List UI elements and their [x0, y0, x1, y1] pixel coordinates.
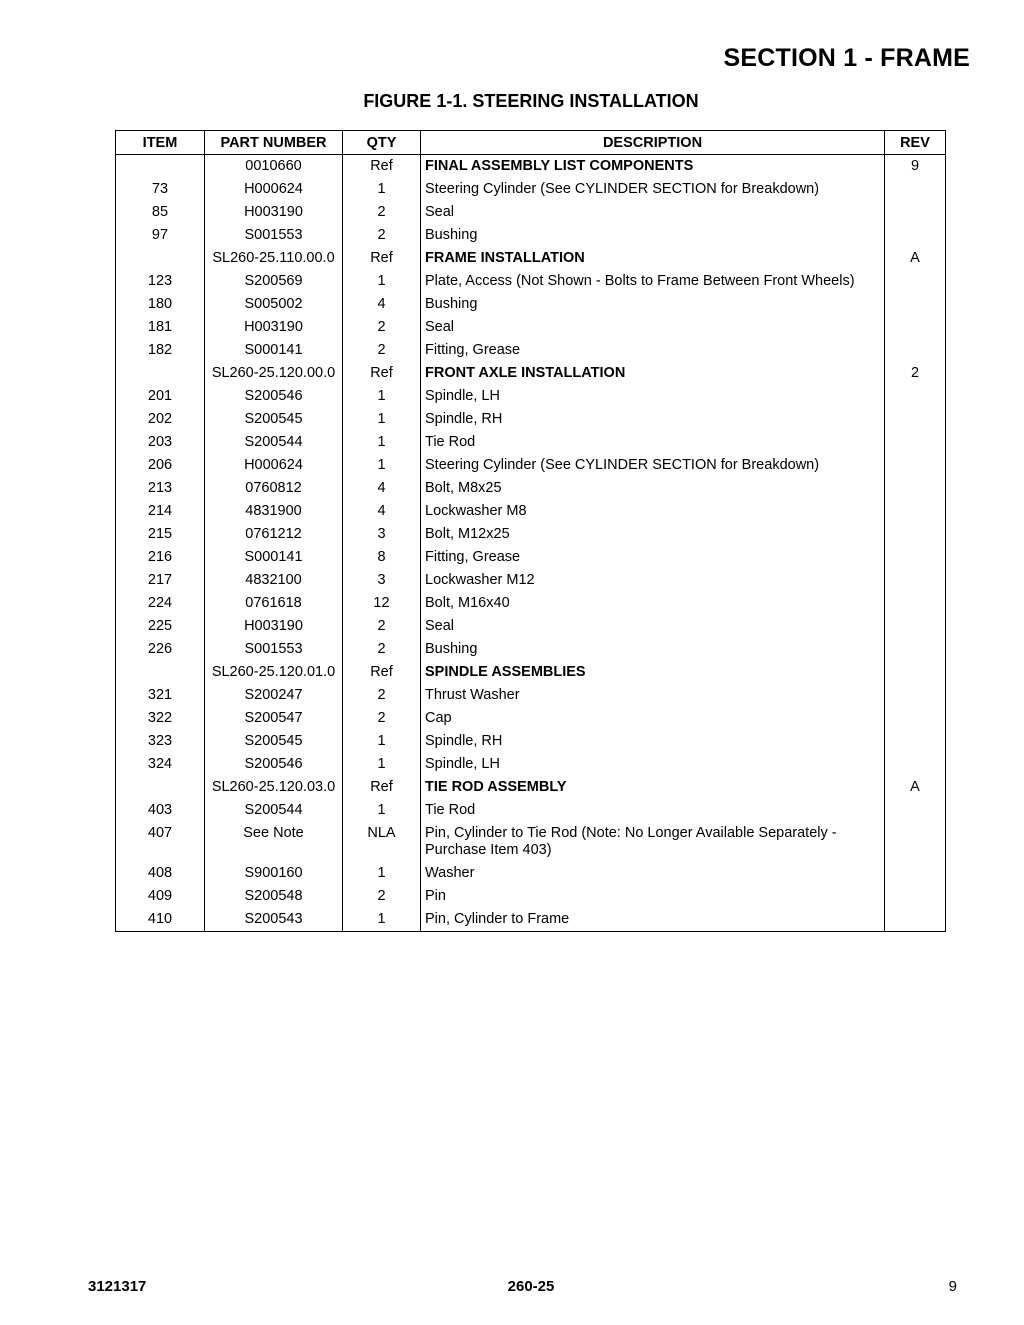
cell-rev [885, 592, 946, 615]
cell-description: Pin [421, 885, 885, 908]
table-row [116, 500, 946, 523]
cell-part-number: H000624 [205, 454, 343, 477]
table-row [116, 270, 946, 293]
cell-description: Plate, Access (Not Shown - Bolts to Frame Between Front Wheels) [421, 270, 885, 293]
table-row [116, 707, 946, 730]
column-header-rev: REV [885, 131, 946, 155]
footer-model: 260-25 [507, 1278, 555, 1295]
cell-rev [885, 224, 946, 247]
cell-part-number: S900160 [205, 862, 343, 885]
table-row [116, 454, 946, 477]
table-header-row [116, 131, 946, 155]
cell-item: 214 [116, 500, 205, 523]
cell-part-number: S200544 [205, 431, 343, 454]
cell-item: 215 [116, 523, 205, 546]
cell-rev [885, 908, 946, 932]
cell-item [116, 661, 205, 684]
figure-title: FIGURE 1-1. STEERING INSTALLATION [363, 91, 699, 111]
assembly-header-row [116, 247, 946, 270]
cell-qty: 4 [343, 500, 421, 523]
cell-description: Fitting, Grease [421, 339, 885, 362]
cell-description: Bolt, M16x40 [421, 592, 885, 615]
cell-qty: 1 [343, 454, 421, 477]
cell-rev [885, 431, 946, 454]
cell-item [116, 362, 205, 385]
cell-part-number: S200547 [205, 707, 343, 730]
cell-qty: 1 [343, 385, 421, 408]
cell-item: 224 [116, 592, 205, 615]
cell-qty: 1 [343, 408, 421, 431]
cell-item: 409 [116, 885, 205, 908]
cell-part-number: 0761212 [205, 523, 343, 546]
cell-rev [885, 523, 946, 546]
cell-rev [885, 477, 946, 500]
cell-item: 180 [116, 293, 205, 316]
cell-qty: 2 [343, 316, 421, 339]
cell-rev [885, 385, 946, 408]
cell-part-number: SL260-25.120.03.0 [205, 776, 343, 799]
cell-rev [885, 799, 946, 822]
cell-rev [885, 753, 946, 776]
cell-part-number: H003190 [205, 316, 343, 339]
table-row [116, 431, 946, 454]
cell-rev [885, 293, 946, 316]
cell-rev [885, 454, 946, 477]
cell-description: FRONT AXLE INSTALLATION [421, 362, 885, 385]
cell-description: Lockwasher M12 [421, 569, 885, 592]
cell-description: Seal [421, 201, 885, 224]
cell-rev: A [885, 776, 946, 799]
cell-part-number: 0760812 [205, 477, 343, 500]
cell-item: 85 [116, 201, 205, 224]
cell-description: Lockwasher M8 [421, 500, 885, 523]
cell-rev [885, 500, 946, 523]
cell-part-number: SL260-25.110.00.0 [205, 247, 343, 270]
cell-rev [885, 270, 946, 293]
cell-qty: 4 [343, 293, 421, 316]
cell-part-number: S200545 [205, 730, 343, 753]
cell-rev [885, 822, 946, 862]
cell-part-number: S200546 [205, 385, 343, 408]
cell-item [116, 155, 205, 179]
cell-qty: NLA [343, 822, 421, 862]
cell-rev [885, 408, 946, 431]
cell-qty: Ref [343, 661, 421, 684]
cell-rev [885, 730, 946, 753]
cell-rev [885, 316, 946, 339]
table-row [116, 569, 946, 592]
assembly-header-row [116, 776, 946, 799]
cell-qty: 2 [343, 885, 421, 908]
cell-item: 181 [116, 316, 205, 339]
cell-item: 217 [116, 569, 205, 592]
cell-item: 206 [116, 454, 205, 477]
cell-item: 408 [116, 862, 205, 885]
cell-item: 203 [116, 431, 205, 454]
table-row [116, 477, 946, 500]
cell-qty: 1 [343, 862, 421, 885]
table-row [116, 822, 946, 862]
cell-item: 201 [116, 385, 205, 408]
cell-qty: 4 [343, 477, 421, 500]
table-row [116, 316, 946, 339]
cell-description: TIE ROD ASSEMBLY [421, 776, 885, 799]
cell-part-number: H003190 [205, 615, 343, 638]
cell-description: Spindle, RH [421, 408, 885, 431]
cell-item: 323 [116, 730, 205, 753]
cell-item: 410 [116, 908, 205, 932]
cell-item [116, 247, 205, 270]
cell-part-number: S200569 [205, 270, 343, 293]
column-header-part-number: PART NUMBER [205, 131, 343, 155]
cell-rev [885, 885, 946, 908]
parts-table [115, 130, 946, 932]
table-row [116, 908, 946, 932]
cell-item: 182 [116, 339, 205, 362]
table-row [116, 339, 946, 362]
cell-part-number: SL260-25.120.00.0 [205, 362, 343, 385]
cell-qty: 1 [343, 908, 421, 932]
cell-description: Seal [421, 316, 885, 339]
table-row [116, 546, 946, 569]
cell-description: Bushing [421, 293, 885, 316]
cell-part-number: S200247 [205, 684, 343, 707]
cell-part-number: S001553 [205, 638, 343, 661]
cell-qty: 2 [343, 638, 421, 661]
cell-part-number: S200544 [205, 799, 343, 822]
cell-description: Spindle, LH [421, 753, 885, 776]
cell-description: Spindle, LH [421, 385, 885, 408]
cell-description: Bolt, M12x25 [421, 523, 885, 546]
cell-item: 202 [116, 408, 205, 431]
cell-qty: 2 [343, 201, 421, 224]
cell-description: Cap [421, 707, 885, 730]
cell-item: 324 [116, 753, 205, 776]
column-header-description: DESCRIPTION [421, 131, 885, 155]
table-row [116, 730, 946, 753]
cell-rev [885, 862, 946, 885]
cell-part-number: S200546 [205, 753, 343, 776]
cell-part-number: 0761618 [205, 592, 343, 615]
table-row [116, 684, 946, 707]
cell-description: Fitting, Grease [421, 546, 885, 569]
cell-rev [885, 178, 946, 201]
cell-rev [885, 615, 946, 638]
cell-rev: 9 [885, 155, 946, 179]
table-row [116, 523, 946, 546]
cell-part-number: 0010660 [205, 155, 343, 179]
column-header-qty: QTY [343, 131, 421, 155]
table-row [116, 178, 946, 201]
cell-part-number: S005002 [205, 293, 343, 316]
table-row [116, 201, 946, 224]
table-row [116, 224, 946, 247]
cell-item [116, 776, 205, 799]
cell-description: Tie Rod [421, 431, 885, 454]
cell-description: Bolt, M8x25 [421, 477, 885, 500]
cell-part-number: S000141 [205, 339, 343, 362]
table-row [116, 408, 946, 431]
cell-description: Tie Rod [421, 799, 885, 822]
cell-qty: 2 [343, 615, 421, 638]
cell-rev: 2 [885, 362, 946, 385]
table-row [116, 799, 946, 822]
cell-qty: 1 [343, 753, 421, 776]
cell-rev [885, 569, 946, 592]
cell-part-number: S000141 [205, 546, 343, 569]
assembly-header-row [116, 155, 946, 179]
cell-part-number: See Note [205, 822, 343, 862]
table-row [116, 385, 946, 408]
cell-item: 225 [116, 615, 205, 638]
cell-description: Steering Cylinder (See CYLINDER SECTION for Breakdown) [421, 454, 885, 477]
cell-part-number: H000624 [205, 178, 343, 201]
cell-qty: 8 [343, 546, 421, 569]
cell-description: Bushing [421, 638, 885, 661]
cell-qty: 2 [343, 339, 421, 362]
cell-description: Thrust Washer [421, 684, 885, 707]
column-header-item: ITEM [116, 131, 205, 155]
parts-table-body [116, 155, 946, 932]
cell-description: FRAME INSTALLATION [421, 247, 885, 270]
cell-part-number: 4832100 [205, 569, 343, 592]
section-title: SECTION 1 - FRAME [723, 44, 970, 72]
cell-qty: Ref [343, 155, 421, 179]
cell-description: Pin, Cylinder to Frame [421, 908, 885, 932]
cell-item: 322 [116, 707, 205, 730]
table-row [116, 293, 946, 316]
cell-qty: Ref [343, 776, 421, 799]
cell-rev [885, 546, 946, 569]
cell-item: 403 [116, 799, 205, 822]
cell-description: Bushing [421, 224, 885, 247]
table-row [116, 885, 946, 908]
cell-item: 97 [116, 224, 205, 247]
cell-rev [885, 661, 946, 684]
cell-description: Steering Cylinder (See CYLINDER SECTION for Breakdown) [421, 178, 885, 201]
cell-item: 226 [116, 638, 205, 661]
assembly-header-row [116, 661, 946, 684]
cell-rev [885, 638, 946, 661]
cell-description: SPINDLE ASSEMBLIES [421, 661, 885, 684]
cell-rev [885, 201, 946, 224]
cell-description: FINAL ASSEMBLY LIST COMPONENTS [421, 155, 885, 179]
table-row [116, 592, 946, 615]
cell-qty: Ref [343, 247, 421, 270]
cell-qty: 3 [343, 569, 421, 592]
cell-qty: 2 [343, 224, 421, 247]
footer-doc-number: 3121317 [88, 1278, 147, 1295]
cell-part-number: S001553 [205, 224, 343, 247]
cell-item: 123 [116, 270, 205, 293]
cell-description: Seal [421, 615, 885, 638]
cell-qty: 12 [343, 592, 421, 615]
table-row [116, 753, 946, 776]
cell-part-number: H003190 [205, 201, 343, 224]
cell-part-number: SL260-25.120.01.0 [205, 661, 343, 684]
cell-description: Pin, Cylinder to Tie Rod (Note: No Longer Available Separately - Purchase Item 403) [421, 822, 885, 862]
cell-rev [885, 684, 946, 707]
cell-description: Washer [421, 862, 885, 885]
footer-page-number: 9 [948, 1278, 957, 1295]
cell-part-number: S200545 [205, 408, 343, 431]
cell-qty: 2 [343, 684, 421, 707]
cell-qty: 1 [343, 431, 421, 454]
cell-rev [885, 339, 946, 362]
cell-part-number: S200543 [205, 908, 343, 932]
cell-part-number: S200548 [205, 885, 343, 908]
cell-item: 321 [116, 684, 205, 707]
assembly-header-row [116, 362, 946, 385]
table-row [116, 862, 946, 885]
cell-item: 73 [116, 178, 205, 201]
cell-rev: A [885, 247, 946, 270]
table-row [116, 638, 946, 661]
table-row [116, 615, 946, 638]
cell-qty: 1 [343, 178, 421, 201]
cell-qty: 3 [343, 523, 421, 546]
cell-item: 216 [116, 546, 205, 569]
cell-qty: 1 [343, 270, 421, 293]
cell-qty: 1 [343, 730, 421, 753]
cell-part-number: 4831900 [205, 500, 343, 523]
cell-item: 213 [116, 477, 205, 500]
cell-item: 407 [116, 822, 205, 862]
cell-qty: 2 [343, 707, 421, 730]
cell-qty: 1 [343, 799, 421, 822]
cell-description: Spindle, RH [421, 730, 885, 753]
cell-qty: Ref [343, 362, 421, 385]
cell-rev [885, 707, 946, 730]
